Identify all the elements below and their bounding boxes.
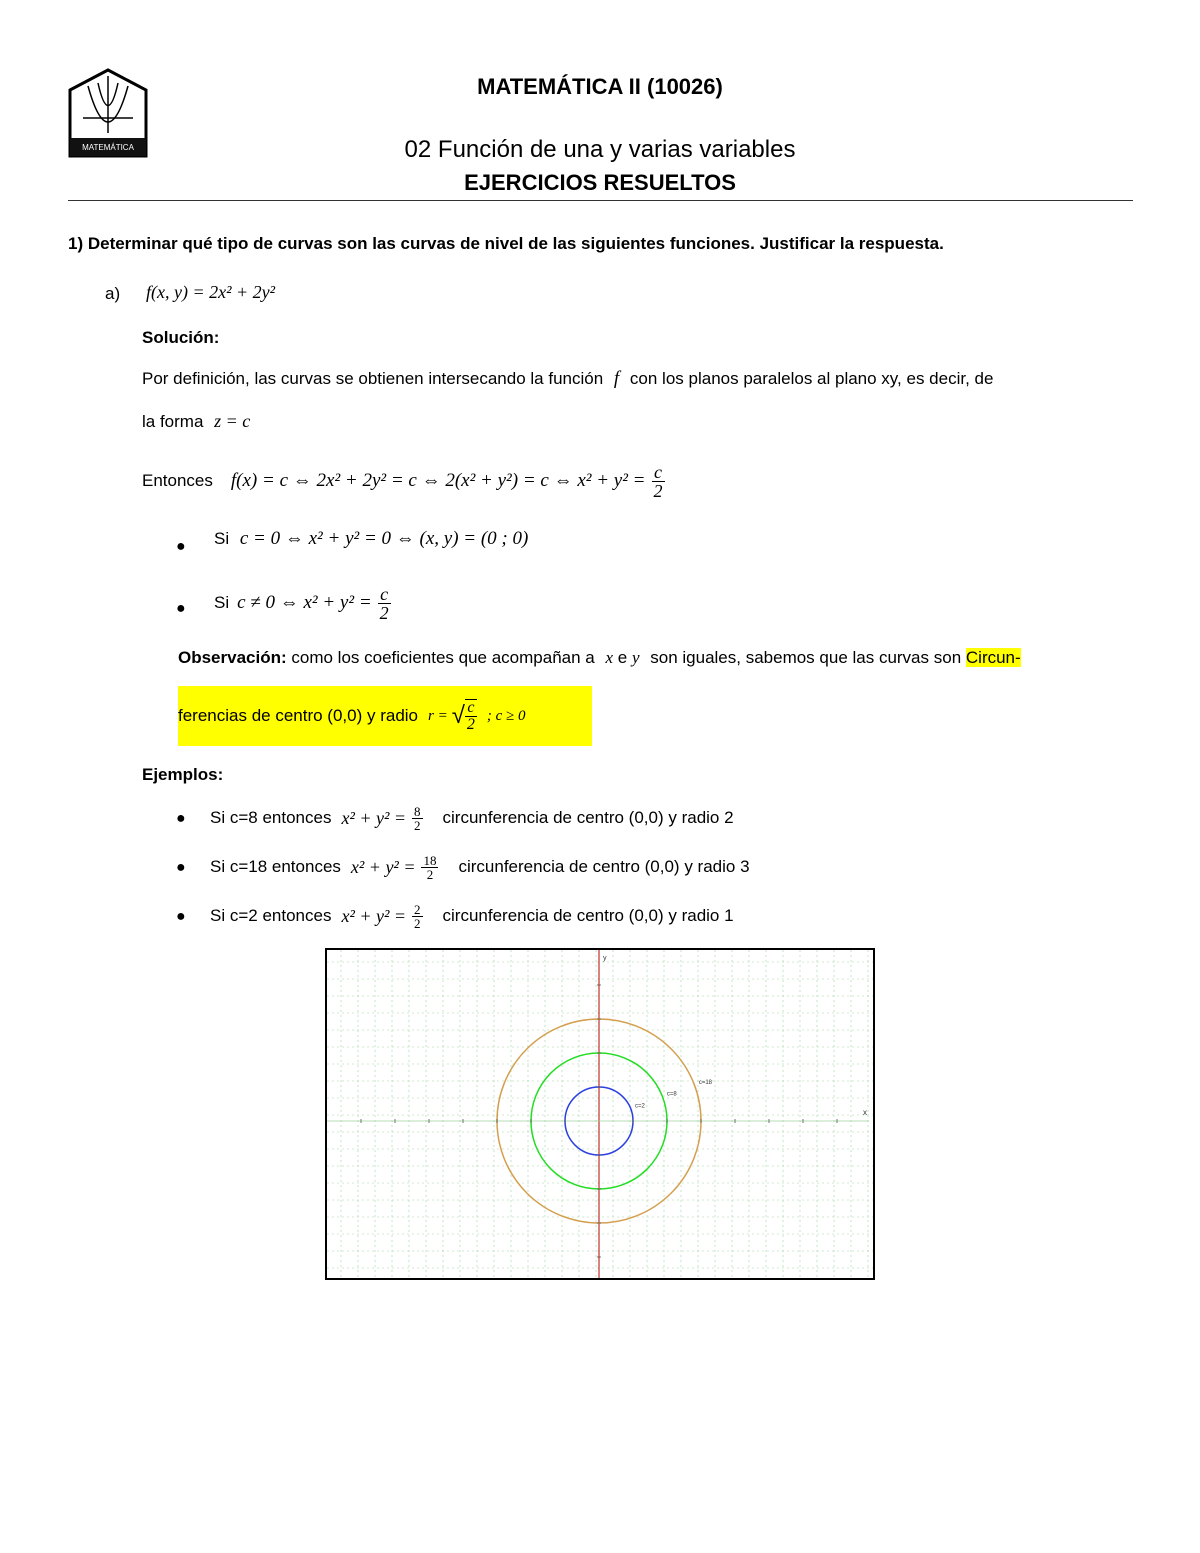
definition-line-2: la forma z = c: [142, 411, 251, 431]
example-row: Si c=18 entonces x² + y² = $\frac{18}{2}$ circunferencia de centro (0,0) y radio 3: [210, 852, 750, 882]
level-curves-graph: [325, 948, 875, 1280]
definition-line-1: Por definición, las curvas se obtienen intersecando la función f con los planos paralelos al plano xy, es decir, de: [142, 368, 994, 389]
bullet-icon: ●: [176, 859, 186, 876]
header-divider: [68, 200, 1133, 201]
example-row: Si c=8 entonces x² + y² = $\frac{8}{2}$ circunferencia de centro (0,0) y radio 2: [210, 803, 734, 833]
graph-canvas: [327, 950, 873, 1278]
bullet-icon: ●: [176, 600, 186, 617]
observation-highlight: ferencias de centro (0,0) y radio r = √ $\frac{c}{2}$ ; c ≥ 0: [178, 686, 592, 746]
solution-label: Solución:: [142, 328, 220, 347]
topic-title: 02 Función de una y varias variables: [404, 136, 796, 163]
example-row: Si c=2 entonces x² + y² = $\frac{2}{2}$ circunferencia de centro (0,0) y radio 1: [210, 901, 734, 931]
then-equation: Entonces f(x) = c ⇔ 2x² + 2y² = c ⇔ 2(x² + y²) = c ⇔ x² + y² = $\frac{c}{2}$: [142, 461, 663, 501]
section-title: EJERCICIOS RESUELTOS: [464, 170, 736, 195]
bullet-icon: ●: [176, 538, 186, 555]
observation-line-1: Observación: como los coeficientes que acompañan a x e y son iguales, sabemos que las curvas son Circun-: [178, 648, 1021, 667]
case-c-zero: Si c = 0 ⇔ x² + y² = 0 ⇔ (x, y) = (0 ; 0): [214, 528, 529, 549]
bullet-icon: ●: [176, 908, 186, 925]
curve-label: c=18: [698, 1080, 713, 1087]
item-label: a): [105, 284, 121, 303]
examples-label: Ejemplos:: [142, 765, 224, 784]
case-c-nonzero: Si c ≠ 0 ⇔ x² + y² = $\frac{c}{2}$: [214, 583, 389, 623]
course-title: MATEMÁTICA II (10026): [477, 74, 723, 99]
exercise-statement: 1) Determinar qué tipo de curvas son las curvas de nivel de las siguientes funciones. Justificar la respuesta.: [68, 234, 944, 253]
x-axis-label: x: [863, 1108, 867, 1117]
curve-label: c=2: [634, 1103, 645, 1110]
bullet-icon: ●: [176, 810, 186, 827]
curve-label: c=8: [666, 1091, 677, 1098]
logo-text: MATEMÁTICA: [82, 143, 134, 152]
function-definition: f(x, y) = 2x² + 2y²: [146, 282, 276, 302]
y-axis-label: y: [603, 955, 607, 962]
